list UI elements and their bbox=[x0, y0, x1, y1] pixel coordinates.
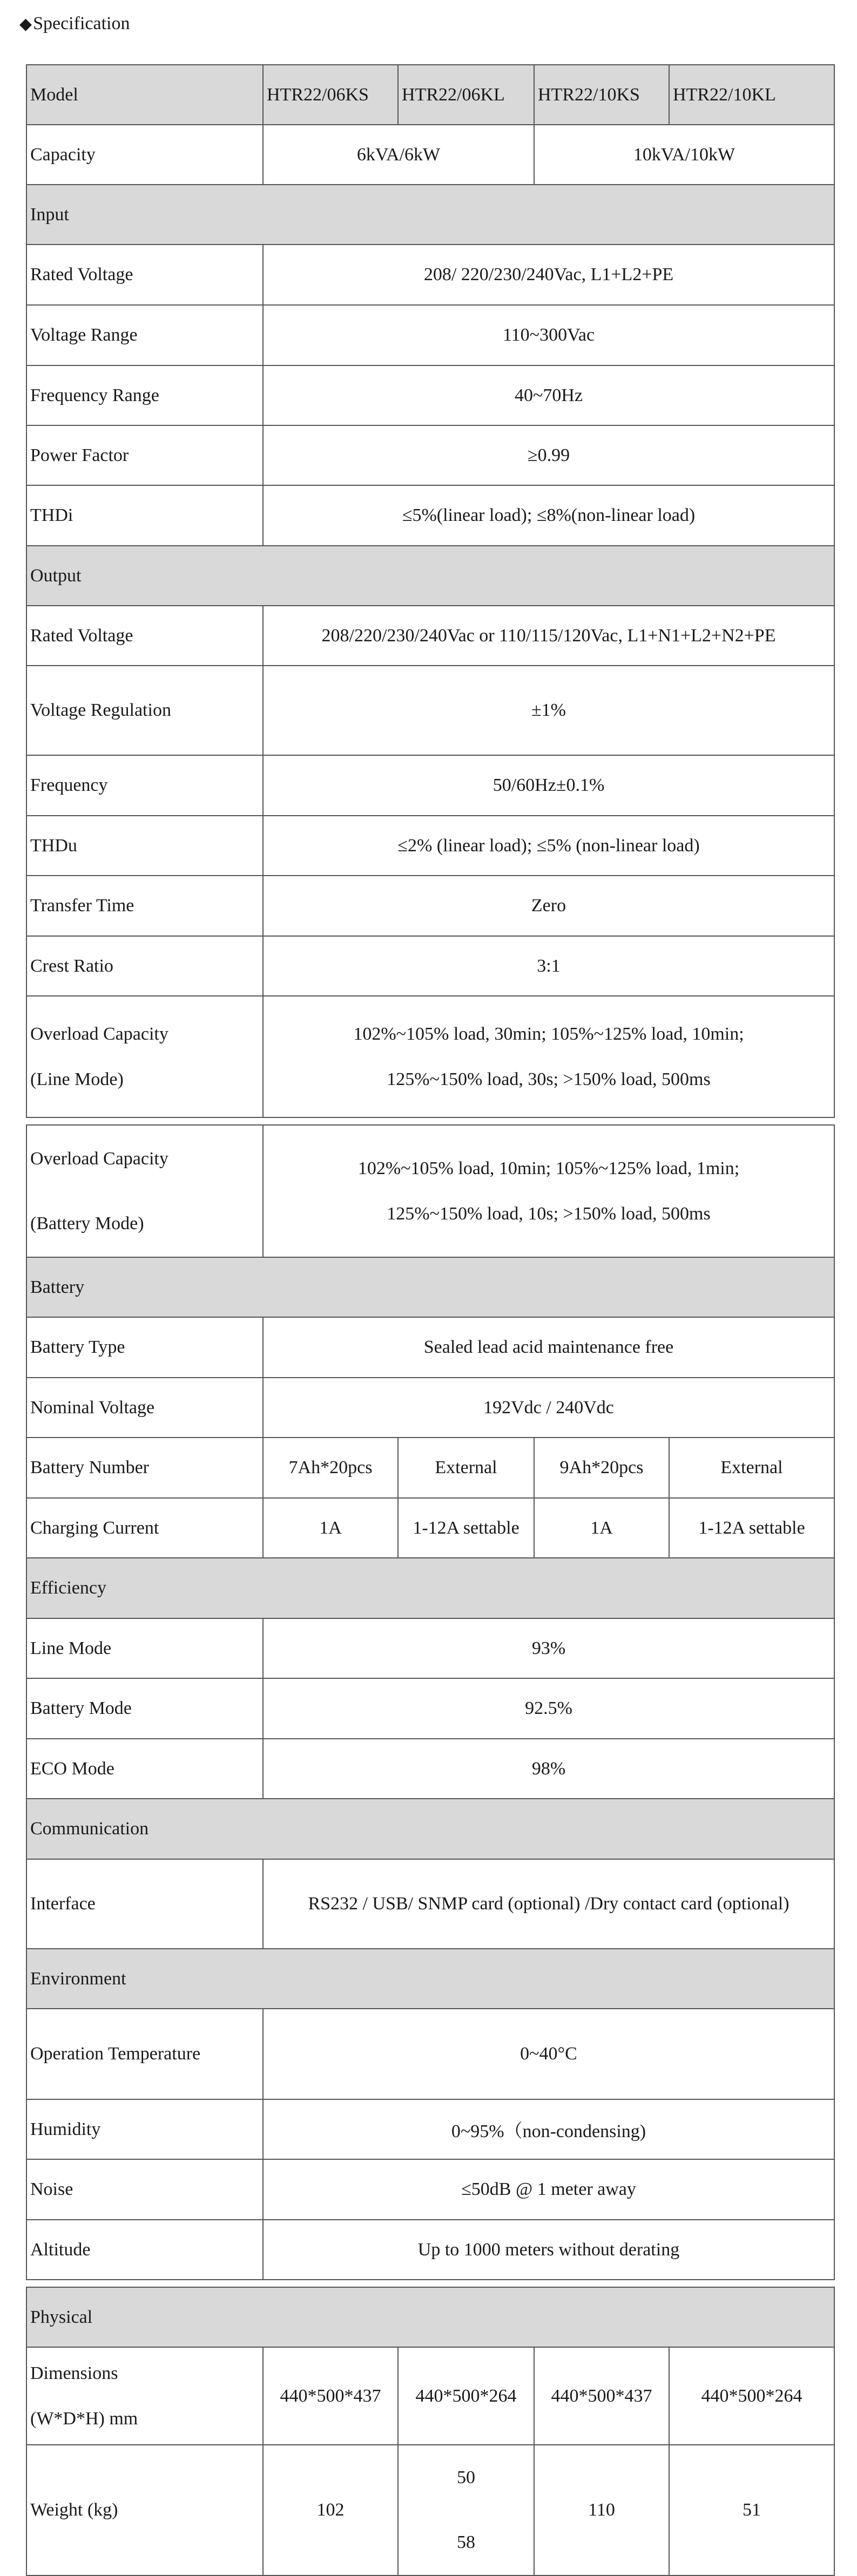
section-title: Communication bbox=[26, 1799, 834, 1859]
spec-value: 50/60Hz±0.1% bbox=[263, 755, 834, 816]
section-battery bbox=[26, 1257, 834, 1317]
section-title: Efficiency bbox=[26, 1558, 834, 1618]
spec-value: ±1% bbox=[263, 666, 834, 755]
specification-table bbox=[26, 64, 835, 2576]
spec-label: Rated Voltage bbox=[26, 606, 263, 666]
spec-value: 110 bbox=[534, 2445, 669, 2575]
spec-label: Battery Mode bbox=[26, 1678, 263, 1739]
spec-row bbox=[26, 666, 834, 755]
spec-value: 98% bbox=[263, 1739, 834, 1799]
model-name: HTR22/06KS bbox=[263, 65, 398, 125]
spec-row bbox=[26, 1317, 834, 1378]
label-line: Dimensions bbox=[30, 2363, 118, 2383]
spec-label: Frequency Range bbox=[26, 365, 263, 425]
capacity-value: 10kVA/10kW bbox=[534, 125, 834, 185]
spec-value: ≤50dB @ 1 meter away bbox=[263, 2159, 834, 2220]
spec-row bbox=[26, 2009, 834, 2099]
spec-row bbox=[26, 2099, 834, 2159]
spec-value: ≤2% (linear load); ≤5% (non-linear load) bbox=[263, 816, 834, 876]
spec-label: Rated Voltage bbox=[26, 245, 263, 305]
model-name: HTR22/10KL bbox=[669, 65, 834, 125]
spec-value: External bbox=[398, 1438, 534, 1498]
spec-value: ≤5%(linear load); ≤8%(non-linear load) bbox=[263, 485, 834, 546]
value-line: 125%~150% load, 10s; >150% load, 500ms bbox=[387, 1203, 711, 1224]
value-line: 102%~105% load, 30min; 105%~125% load, 10min; bbox=[353, 1023, 744, 1044]
spec-value bbox=[398, 2445, 534, 2575]
section-title: Output bbox=[26, 546, 834, 606]
spec-value: 3:1 bbox=[263, 936, 834, 996]
spec-row bbox=[26, 1618, 834, 1678]
section-title: Input bbox=[26, 185, 834, 245]
spec-value bbox=[263, 1125, 834, 1257]
spec-label bbox=[26, 2347, 263, 2445]
spec-row bbox=[26, 1498, 834, 1558]
spec-value: Up to 1000 meters without derating bbox=[263, 2220, 834, 2280]
spec-label: Battery Number bbox=[26, 1438, 263, 1498]
spec-value: 1-12A settable bbox=[669, 1498, 834, 1558]
spec-value: 7Ah*20pcs bbox=[263, 1438, 398, 1498]
spec-value: 208/ 220/230/240Vac, L1+L2+PE bbox=[263, 245, 834, 305]
spec-label: Interface bbox=[26, 1859, 263, 1949]
spec-value: 102 bbox=[263, 2445, 398, 2575]
spec-label: Charging Current bbox=[26, 1498, 263, 1558]
spec-row bbox=[26, 2159, 834, 2220]
spec-row bbox=[26, 2347, 834, 2445]
spec-value: 192Vdc / 240Vdc bbox=[263, 1378, 834, 1438]
spec-row bbox=[26, 1125, 834, 1257]
spec-value: 40~70Hz bbox=[263, 365, 834, 425]
section-title: Environment bbox=[26, 1949, 834, 2009]
label-line: Overload Capacity bbox=[30, 1023, 168, 1044]
spec-row bbox=[26, 2445, 834, 2575]
spec-label: Power Factor bbox=[26, 425, 263, 485]
spec-label: Voltage Regulation bbox=[26, 666, 263, 755]
spec-row bbox=[26, 1739, 834, 1799]
spec-label: Altitude bbox=[26, 2220, 263, 2280]
section-efficiency bbox=[26, 1558, 834, 1618]
capacity-row bbox=[26, 125, 834, 185]
spec-row bbox=[26, 425, 834, 485]
table-gap bbox=[26, 1117, 834, 1125]
value-line: 125%~150% load, 30s; >150% load, 500ms bbox=[387, 1069, 711, 1089]
spec-label: THDi bbox=[26, 485, 263, 546]
spec-value: 110~300Vac bbox=[263, 305, 834, 365]
spec-value: 440*500*264 bbox=[669, 2347, 834, 2445]
spec-value: ≥0.99 bbox=[263, 425, 834, 485]
spec-row bbox=[26, 365, 834, 425]
spec-value bbox=[263, 996, 834, 1117]
spec-label bbox=[26, 1125, 263, 1257]
spec-value: 0~95%（non-condensing) bbox=[263, 2099, 834, 2159]
spec-row bbox=[26, 1378, 834, 1438]
spec-value: 51 bbox=[669, 2445, 834, 2575]
diamond-icon: ◆ bbox=[19, 15, 32, 33]
spec-value: RS232 / USB/ SNMP card (optional) /Dry contact card (optional) bbox=[263, 1859, 834, 1949]
spec-value: 92.5% bbox=[263, 1678, 834, 1739]
spec-value: 0~40°C bbox=[263, 2009, 834, 2099]
spec-label: Frequency bbox=[26, 755, 263, 816]
section-title: Physical bbox=[26, 2287, 834, 2347]
spec-label: Transfer Time bbox=[26, 876, 263, 936]
label-line: (W*D*H) mm bbox=[30, 2408, 138, 2429]
spec-value: 440*500*437 bbox=[534, 2347, 669, 2445]
capacity-value: 6kVA/6kW bbox=[263, 125, 534, 185]
spec-row bbox=[26, 936, 834, 996]
section-input bbox=[26, 185, 834, 245]
capacity-label: Capacity bbox=[26, 125, 263, 185]
spec-label: Noise bbox=[26, 2159, 263, 2220]
spec-row bbox=[26, 485, 834, 546]
spec-label: Humidity bbox=[26, 2099, 263, 2159]
spec-label: Voltage Range bbox=[26, 305, 263, 365]
spec-row bbox=[26, 305, 834, 365]
spec-value: 1A bbox=[534, 1498, 669, 1558]
spec-label: Crest Ratio bbox=[26, 936, 263, 996]
spec-value: 1-12A settable bbox=[398, 1498, 534, 1558]
section-output bbox=[26, 546, 834, 606]
spec-row bbox=[26, 245, 834, 305]
spec-row bbox=[26, 1859, 834, 1949]
spec-label: Weight (kg) bbox=[26, 2445, 263, 2575]
label-line: (Battery Mode) bbox=[30, 1213, 144, 1233]
section-environment bbox=[26, 1949, 834, 2009]
spec-label: Nominal Voltage bbox=[26, 1378, 263, 1438]
model-label: Model bbox=[26, 65, 263, 125]
section-physical bbox=[26, 2287, 834, 2347]
model-row bbox=[26, 65, 834, 125]
spec-value: 9Ah*20pcs bbox=[534, 1438, 669, 1498]
spec-label: THDu bbox=[26, 816, 263, 876]
model-name: HTR22/10KS bbox=[534, 65, 669, 125]
spec-label: Line Mode bbox=[26, 1618, 263, 1678]
table-gap bbox=[26, 2280, 834, 2287]
spec-label bbox=[26, 996, 263, 1117]
label-line: Overload Capacity bbox=[30, 1148, 168, 1169]
spec-value: External bbox=[669, 1438, 834, 1498]
spec-value: 1A bbox=[263, 1498, 398, 1558]
section-communication bbox=[26, 1799, 834, 1859]
spec-value: 208/220/230/240Vac or 110/115/120Vac, L1+N1+L2+N2+PE bbox=[263, 606, 834, 666]
spec-row bbox=[26, 2220, 834, 2280]
spec-value: Zero bbox=[263, 876, 834, 936]
spec-row bbox=[26, 606, 834, 666]
value-line: 102%~105% load, 10min; 105%~125% load, 1min; bbox=[357, 1158, 740, 1178]
spec-row bbox=[26, 755, 834, 816]
spec-label: ECO Mode bbox=[26, 1739, 263, 1799]
spec-row bbox=[26, 1438, 834, 1498]
spec-row bbox=[26, 816, 834, 876]
value-line: 50 bbox=[457, 2467, 475, 2487]
heading-text: Specification bbox=[33, 13, 130, 33]
spec-value: Sealed lead acid maintenance free bbox=[263, 1317, 834, 1378]
spec-row bbox=[26, 1678, 834, 1739]
section-title: Battery bbox=[26, 1257, 834, 1317]
spec-label: Operation Temperature bbox=[26, 2009, 263, 2099]
spec-label: Battery Type bbox=[26, 1317, 263, 1378]
model-name: HTR22/06KL bbox=[398, 65, 534, 125]
spec-value: 440*500*437 bbox=[263, 2347, 398, 2445]
spec-row bbox=[26, 996, 834, 1117]
spec-row bbox=[26, 876, 834, 936]
spec-value: 440*500*264 bbox=[398, 2347, 534, 2445]
label-line: (Line Mode) bbox=[30, 1069, 124, 1089]
page-heading bbox=[19, 12, 130, 36]
value-line: 58 bbox=[457, 2532, 475, 2552]
spec-value: 93% bbox=[263, 1618, 834, 1678]
